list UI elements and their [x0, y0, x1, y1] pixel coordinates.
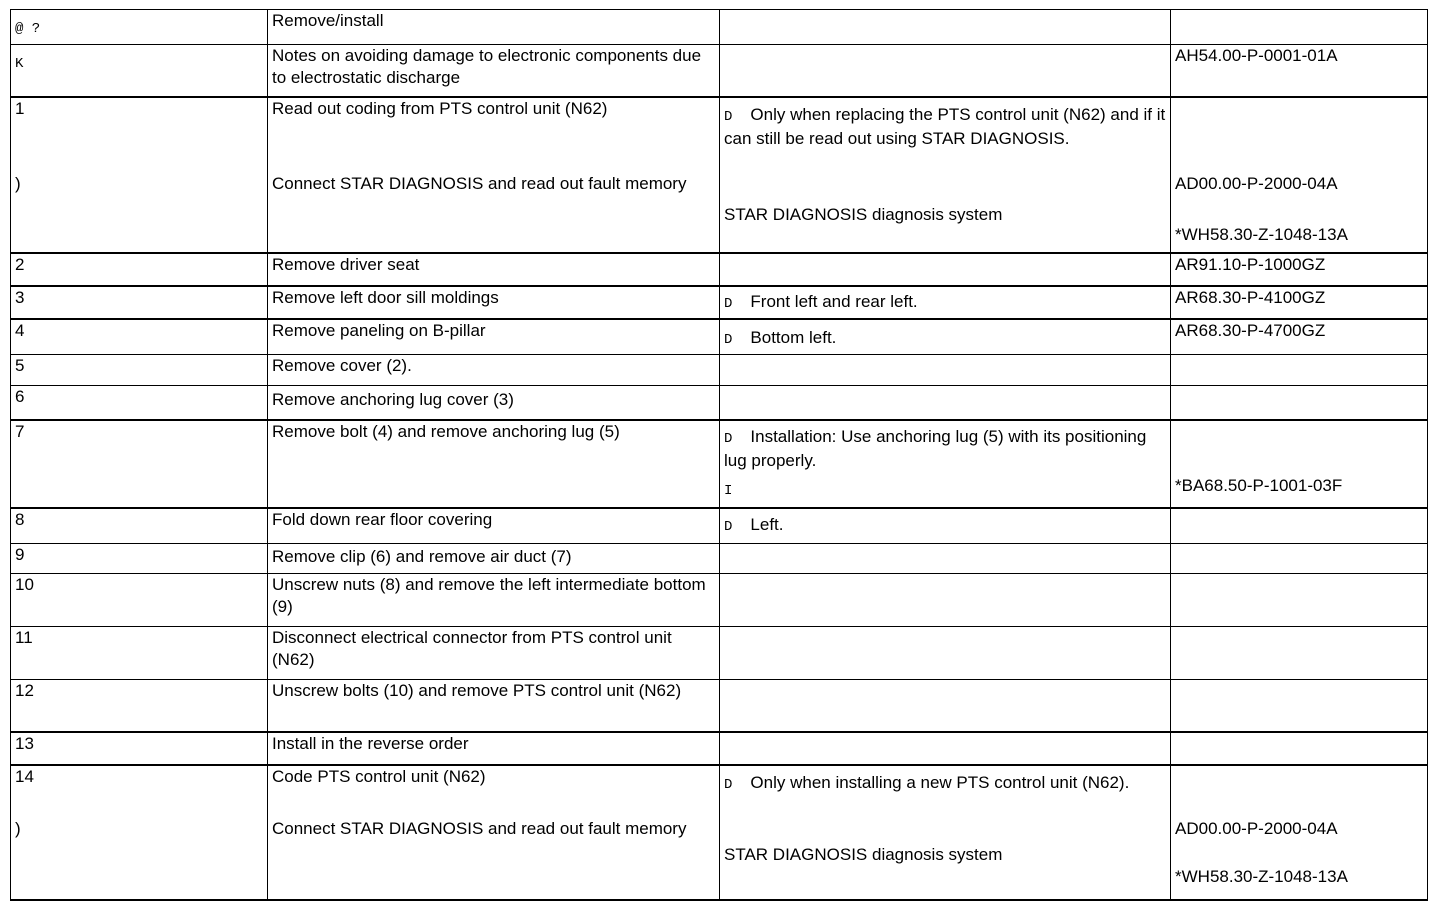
note-cell	[720, 355, 1171, 386]
info-icon: I	[724, 482, 733, 499]
note-text: Only when replacing the PTS control unit (N62) and if it can still be read out using STAR DIAGNOSIS.	[724, 104, 1166, 148]
sub-step-marker: )	[15, 173, 21, 193]
step-cell: 5	[11, 355, 268, 386]
ref-cell: AH54.00-P-0001-01A	[1171, 45, 1428, 97]
sub-step-marker: )	[15, 818, 21, 838]
step-cell: 13	[11, 732, 268, 765]
table-row	[11, 420, 1428, 508]
step-cell: 7	[11, 420, 268, 508]
ref-cell	[1171, 680, 1428, 732]
note-cell	[720, 10, 1171, 45]
ref-cell	[1171, 574, 1428, 627]
ref-cell	[1171, 508, 1428, 544]
step-cell	[11, 97, 268, 253]
step-cell: 10	[11, 574, 268, 627]
bullet-icon: D	[724, 430, 733, 447]
action-cell: Remove bolt (4) and remove anchoring lug (5)	[268, 420, 720, 508]
bullet-icon: D	[724, 331, 733, 348]
action-text: Read out coding from PTS control unit (N62)	[272, 98, 608, 118]
table-row	[11, 253, 1428, 286]
ref-cell	[1171, 544, 1428, 574]
step-cell: 8	[11, 508, 268, 544]
bullet-icon: D	[724, 518, 733, 535]
note-cell	[720, 319, 1171, 355]
action-text: Code PTS control unit (N62)	[272, 766, 486, 786]
note-cell	[720, 765, 1171, 900]
note-cell	[720, 627, 1171, 680]
table-row	[11, 386, 1428, 420]
ref-link[interactable]: AD00.00-P-2000-04A	[1175, 818, 1338, 838]
action-cell	[268, 97, 720, 253]
ref-link[interactable]: AD00.00-P-2000-04A	[1175, 173, 1338, 193]
note-cell	[720, 732, 1171, 765]
sub-note-text: STAR DIAGNOSIS diagnosis system	[724, 204, 1003, 224]
ref-cell	[1171, 765, 1428, 900]
note-cell	[720, 97, 1171, 253]
step-cell: 2	[11, 253, 268, 286]
table-row	[11, 10, 1428, 45]
note-cell	[720, 508, 1171, 544]
note-text: Front left and rear left.	[750, 291, 918, 311]
step-cell: 3	[11, 286, 268, 319]
action-cell: Remove paneling on B-pillar	[268, 319, 720, 355]
ref-cell	[1171, 732, 1428, 765]
action-cell: Fold down rear floor covering	[268, 508, 720, 544]
note-cell	[720, 253, 1171, 286]
table-row	[11, 765, 1428, 900]
action-cell: Unscrew nuts (8) and remove the left intermediate bottom (9)	[268, 574, 720, 627]
table-row	[11, 45, 1428, 97]
table-row	[11, 286, 1428, 319]
bullet-icon: D	[724, 776, 733, 793]
table-row	[11, 680, 1428, 732]
ref-cell[interactable]: AR91.10-P-1000GZ	[1171, 253, 1428, 286]
note-cell	[720, 286, 1171, 319]
action-cell: Notes on avoiding damage to electronic components due to electrostatic discharge	[268, 45, 720, 97]
table-row	[11, 574, 1428, 627]
sub-action-text: Connect STAR DIAGNOSIS and read out fault memory	[272, 173, 687, 193]
ref-link[interactable]: *WH58.30-Z-1048-13A	[1175, 866, 1348, 886]
ref-cell	[1171, 627, 1428, 680]
bullet-icon: D	[724, 295, 733, 312]
ref-cell	[1171, 386, 1428, 420]
action-cell: Unscrew bolts (10) and remove PTS control unit (N62)	[268, 680, 720, 732]
ref-cell	[1171, 355, 1428, 386]
ref-cell	[1171, 10, 1428, 45]
note-text: Only when installing a new PTS control unit (N62).	[750, 772, 1130, 792]
note-text: Bottom left.	[750, 327, 837, 347]
bullet-icon: D	[724, 108, 733, 125]
note-cell	[720, 574, 1171, 627]
step-cell: @ ?	[11, 10, 268, 45]
sub-action-text: Connect STAR DIAGNOSIS and read out fault memory	[272, 818, 687, 838]
step-number: 1	[15, 98, 25, 118]
table-row	[11, 627, 1428, 680]
ref-link[interactable]: *WH58.30-Z-1048-13A	[1175, 224, 1348, 244]
ref-cell	[1171, 97, 1428, 253]
step-cell: 9	[11, 544, 268, 574]
note-text: Installation: Use anchoring lug (5) with its positioning lug properly.	[724, 426, 1147, 470]
step-cell: 4	[11, 319, 268, 355]
table-row	[11, 508, 1428, 544]
note-cell	[720, 420, 1171, 508]
table-row	[11, 355, 1428, 386]
note-cell	[720, 45, 1171, 97]
table-row	[11, 97, 1428, 253]
note-text: Left.	[750, 514, 784, 534]
action-cell: Remove driver seat	[268, 253, 720, 286]
note-cell	[720, 544, 1171, 574]
action-cell: Remove/install	[268, 10, 720, 45]
action-cell: Remove left door sill moldings	[268, 286, 720, 319]
procedure-table	[10, 9, 1428, 901]
step-number: 14	[15, 766, 34, 786]
table-row	[11, 319, 1428, 355]
ref-link[interactable]: *BA68.50-P-1001-03F	[1175, 475, 1343, 495]
step-cell: 11	[11, 627, 268, 680]
table-row	[11, 732, 1428, 765]
action-cell: Remove clip (6) and remove air duct (7)	[268, 544, 720, 574]
sub-note-text: STAR DIAGNOSIS diagnosis system	[724, 844, 1003, 864]
action-cell: Remove anchoring lug cover (3)	[268, 386, 720, 420]
ref-cell[interactable]: AR68.30-P-4700GZ	[1171, 319, 1428, 355]
ref-cell[interactable]: AR68.30-P-4100GZ	[1171, 286, 1428, 319]
step-cell: 12	[11, 680, 268, 732]
action-cell: Disconnect electrical connector from PTS control unit (N62)	[268, 627, 720, 680]
action-cell	[268, 765, 720, 900]
action-cell: Install in the reverse order	[268, 732, 720, 765]
table-row	[11, 544, 1428, 574]
note-cell	[720, 680, 1171, 732]
step-cell	[11, 765, 268, 900]
action-cell: Remove cover (2).	[268, 355, 720, 386]
step-cell: K	[11, 45, 268, 97]
ref-cell	[1171, 420, 1428, 508]
note-cell	[720, 386, 1171, 420]
step-cell: 6	[11, 386, 268, 420]
